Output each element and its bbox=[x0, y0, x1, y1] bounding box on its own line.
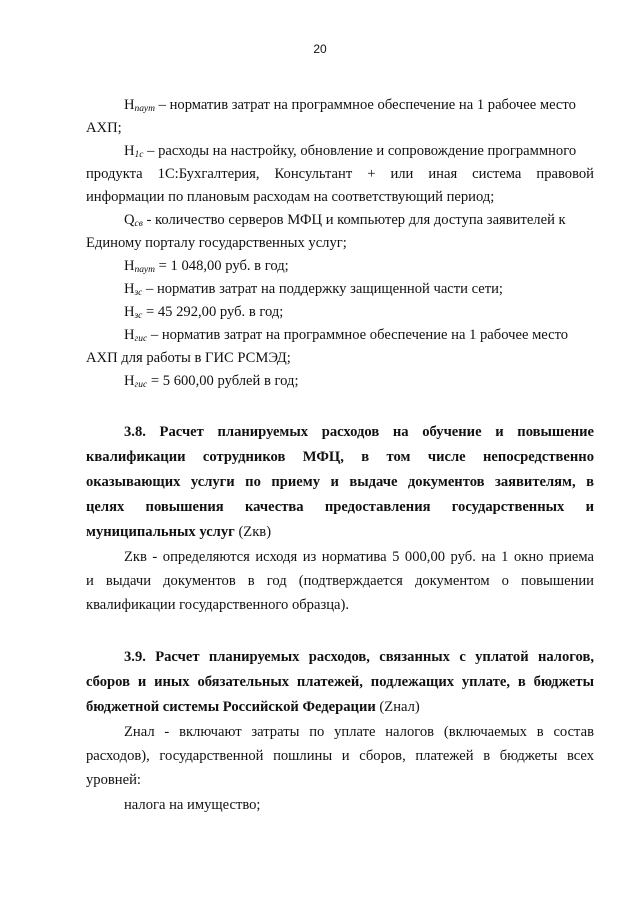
section-3-8-p2: и выдачи документов в год (подтверждается документом о повышении bbox=[86, 573, 594, 589]
def-hgis-cont: АХП для работы в ГИС РСМЭД; bbox=[86, 350, 291, 366]
val-hzs: $Н_{зс} = 45$ 292,00 руб. в год; bbox=[124, 304, 284, 321]
def-h1c-l3: информации по плановым расходам на соответствующий период; bbox=[86, 189, 495, 205]
section-3-8-heading-l3: оказывающих услуги по приему и выдаче документов заявителям, в bbox=[86, 474, 594, 490]
val-hpaup: $Н_{паут} = 1$ 048,00 руб. в год; bbox=[124, 258, 289, 275]
def-hgis: $Н_{гис}$ – норматив затрат на программное обеспечение на 1 рабочее место bbox=[124, 327, 569, 344]
def-qsv-cont: Единому порталу государственных услуг; bbox=[86, 235, 347, 251]
section-3-9-p3: уровней: bbox=[86, 772, 141, 788]
page-number: 20 bbox=[313, 42, 327, 56]
section-3-9-p2: расходов), государственной пошлины и сборов, платежей в бюджеты всех bbox=[86, 748, 594, 764]
section-3-9-p4: налога на имущество; bbox=[124, 797, 261, 813]
section-3-9-heading-l1: 3.9. Расчет планируемых расходов, связанных с уплатой налогов, bbox=[124, 649, 594, 665]
def-hpaup-cont: АХП; bbox=[86, 120, 122, 136]
def-hzs: $Н_{зс}$ – норматив затрат на поддержку защищенной части сети; bbox=[124, 281, 503, 298]
def-qsv: $Q_{св}$ - количество серверов МФЦ и компьютер для доступа заявителей к bbox=[124, 212, 566, 229]
section-3-9-p1: Zнал - включают затраты по уплате налогов (включаемых в состав bbox=[124, 724, 594, 740]
section-3-8-heading-l1: 3.8. Расчет планируемых расходов на обучение и повышение bbox=[124, 424, 594, 440]
def-h1c: $Н_{1с}$ – расходы на настройку, обновление и сопровождение программного bbox=[124, 143, 577, 160]
section-3-8-heading-l5: муниципальных услуг (Zкв) bbox=[86, 524, 272, 540]
section-3-8-heading-l2: квалификации сотрудников МФЦ, в том числе непосредственно bbox=[86, 449, 594, 465]
section-3-8-p1: Zкв - определяются исходя из норматива 5 000,00 руб. на 1 окно приема bbox=[124, 549, 594, 565]
section-3-9-heading-l2: сборов и иных обязательных платежей, подлежащих уплате, в бюджеты bbox=[86, 674, 594, 690]
def-h1c-l2: продукта 1С:Бухгалтерия, Консультант + или иная система правовой bbox=[86, 166, 594, 182]
def-hpaup: $Н_{паут}$ – норматив затрат на программное обеспечение на 1 рабочее место bbox=[124, 97, 576, 114]
section-3-8-heading-l4: целях повышения качества предоставления государственных и bbox=[86, 499, 594, 515]
section-3-9-heading-l3: бюджетной системы Российской Федерации (Zнал) bbox=[86, 699, 420, 715]
val-hgis: $Н_{гис} = 5$ 600,00 рублей в год; bbox=[124, 373, 299, 390]
section-3-8-p3: квалификации государственного образца). bbox=[86, 597, 350, 613]
